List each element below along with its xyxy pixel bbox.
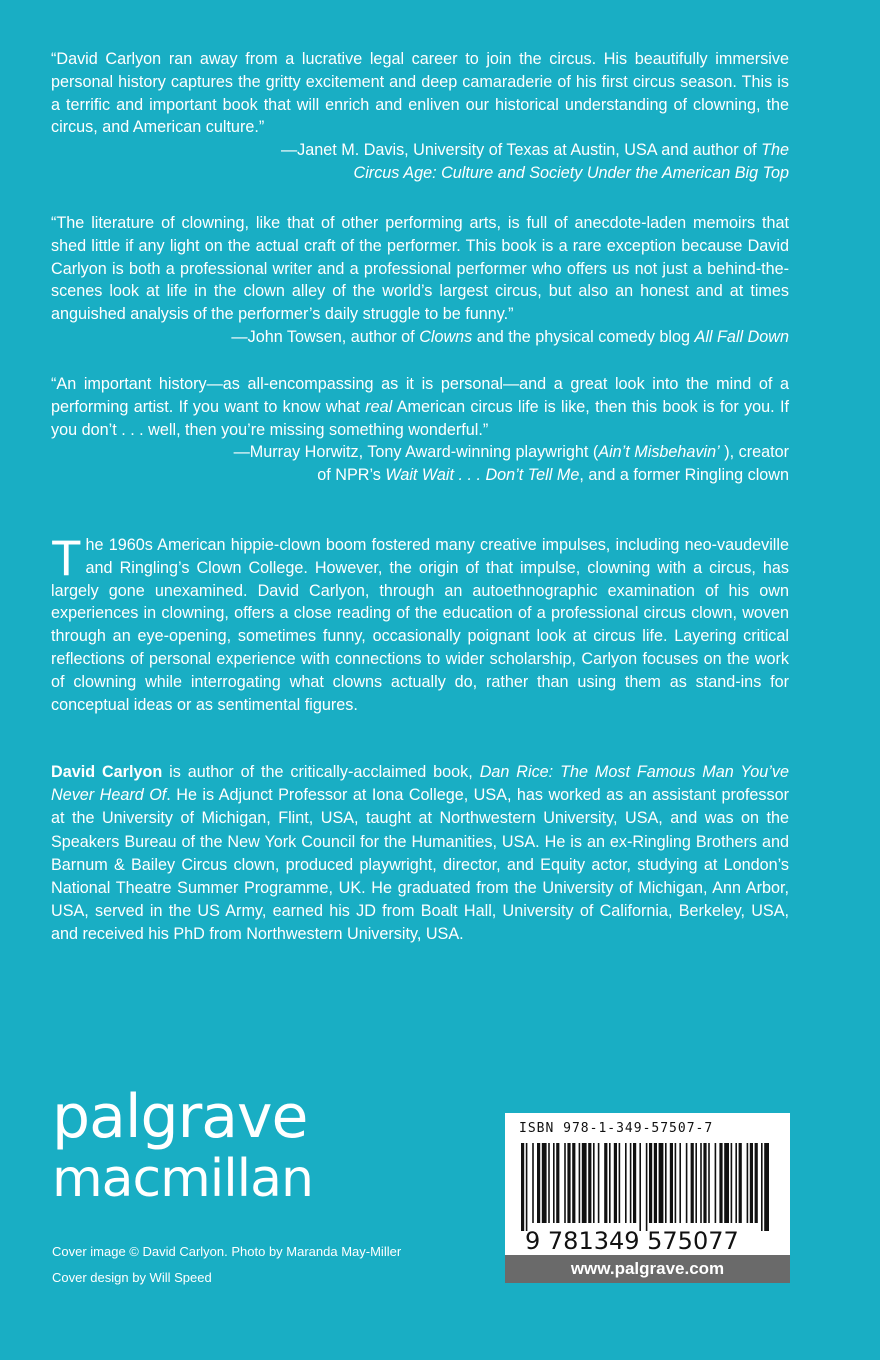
book-description — [51, 530, 789, 716]
barcode-bar — [747, 1143, 749, 1223]
barcode-bar — [761, 1143, 763, 1231]
barcode-bar — [556, 1143, 559, 1223]
barcode-bar — [532, 1143, 534, 1223]
cover-design-credit: Cover design by Will Speed — [52, 1270, 212, 1285]
blog-title: All Fall Down — [694, 327, 789, 346]
author-bio — [51, 761, 789, 947]
barcode-bar — [715, 1143, 717, 1223]
quote-attribution — [51, 441, 789, 487]
attribution-text: —Murray Horwitz, Tony Award-winning playwright ( — [233, 443, 599, 462]
barcode-bar — [750, 1143, 753, 1223]
description-text: he 1960s American hippie-clown boom fostered many creative impulses, including neo-vaudeville and Ringling’s Clown College. However, the origin of that impulse, clowning with a circus, has largely gone unexamined. David Carlyon, through an autoethnographic examination of his own experiences in clowning, offers a close reading of the education of a professional circus clown, woven through an eye-opening, sometimes funny, occasionally poignant look at circus life. Layering critical reflections of personal experience with connections to wider scholarship, Carlyon focuses on the work of clowning while interrogating what clowns actually do, rather than using them as stand-ins for conceptual ideas or as sentimental figures. — [51, 536, 789, 714]
barcode-bar — [659, 1143, 664, 1223]
barcode-bar — [604, 1143, 607, 1223]
review-quote-2 — [51, 212, 789, 349]
isbn-label: ISBN 978-1-349-57507-7 — [519, 1121, 714, 1136]
publisher-url: www.palgrave.com — [505, 1255, 790, 1283]
book-title: Clowns — [419, 327, 473, 346]
barcode-bar — [675, 1143, 677, 1223]
barcode-bar — [521, 1143, 524, 1231]
attribution-text: and the physical comedy blog — [472, 327, 695, 346]
barcode-bar — [526, 1143, 528, 1231]
barcode-panel — [505, 1113, 790, 1283]
barcode-bar — [625, 1143, 627, 1223]
barcode-bar — [579, 1143, 581, 1223]
quote-text-part: American circus life is like, then this book is for you. If you don’t . . . well, then you’re missing something wonderful.” — [51, 397, 789, 439]
barcode-bar — [646, 1143, 648, 1231]
review-quote-1 — [51, 48, 789, 185]
quote-text: “David Carlyon ran away from a lucrative legal career to join the circus. His beautifully immersive personal history captures the gritty excitement and deep camaraderie of his first circus season. This is a terrific and important book that will enrich and enliven our historical understanding of clowning, the circus, and American culture.” — [51, 50, 789, 137]
barcode-bar — [755, 1143, 758, 1223]
quote-text — [51, 373, 789, 441]
barcode-bar — [686, 1143, 688, 1223]
book-title: The — [761, 141, 789, 160]
publisher-logo — [52, 1082, 313, 1209]
book-title: Circus Age: Culture and Society Under the American Big Top — [353, 163, 789, 182]
attribution-text: ), creator — [719, 443, 789, 462]
quote-attribution — [51, 139, 789, 185]
barcode-bar — [670, 1143, 673, 1223]
barcode-bar — [649, 1143, 652, 1223]
drop-cap: T — [51, 530, 82, 586]
barcode-bar — [630, 1143, 632, 1223]
cover-image-credit: Cover image © David Carlyon. Photo by Maranda May-Miller — [52, 1244, 402, 1259]
author-name: David Carlyon — [51, 763, 163, 781]
barcode-bar — [567, 1143, 570, 1223]
barcode-bar — [700, 1143, 702, 1223]
bio-text: is author of the critically-acclaimed book, — [162, 763, 480, 781]
barcode-bar — [572, 1143, 575, 1223]
barcode-bar — [665, 1143, 667, 1223]
barcode-bar — [588, 1143, 591, 1223]
barcode-bar — [564, 1143, 566, 1223]
barcode-bar — [719, 1143, 722, 1223]
attribution-text: of NPR’s — [317, 466, 386, 485]
show-title: Ain’t Misbehavin’ — [598, 443, 720, 462]
attribution-text: , and a former Ringling clown — [579, 466, 789, 485]
show-title: Wait Wait . . . Don’t Tell Me — [385, 466, 580, 485]
barcode-bar — [537, 1143, 540, 1223]
barcode-bar — [708, 1143, 710, 1223]
barcode-bar — [764, 1143, 769, 1231]
logo-line-2: macmillan — [52, 1149, 313, 1209]
review-quote-3 — [51, 373, 789, 487]
barcode-bar — [654, 1143, 657, 1223]
barcode-bar — [639, 1143, 641, 1231]
quote-text-part: “An important history—as all-encompassing as it is personal—and a great look into the mind of a performing artist. If you want to know what — [51, 375, 789, 416]
quote-text: “The literature of clowning, like that of other performing arts, is full of anecdote-laden memoirs that shed little if any light on the actual craft of the performer. This book is a rare exception because David Carlyon is both a professional writer and a professional performer who offers us not just a behind-the-scenes look at life in the clown alley of the world’s largest circus, but also an honest and at times anguished analysis of the performer’s daily struggle to be funny.” — [51, 214, 789, 324]
barcode-bar — [582, 1143, 587, 1223]
barcode-bar — [739, 1143, 742, 1223]
logo-line-1: palgrave — [52, 1082, 308, 1152]
barcode-bar — [619, 1143, 621, 1223]
barcode-bar — [695, 1143, 697, 1223]
barcode-bar — [542, 1143, 547, 1223]
barcode-bar — [548, 1143, 550, 1223]
barcode-bar — [633, 1143, 636, 1223]
barcode-bar — [609, 1143, 611, 1223]
bio-text: . He is Adjunct Professor at Iona College, USA, has worked as an assistant professor at the University of Michigan, Flint, USA, taught at Northwestern University, USA, and was on the Speakers Bureau of the New York Council for the Humanities, USA. He is an ex-Ringling Brothers and Barnum & Bailey Circus clown, produced playwright, director, and Equity actor, studying at London’s National Theatre Summer Programme, UK. He graduated from the University of Michigan, Ann Arbor, USA, served in the US Army, earned his JD from Boalt Hall, University of California, Berkeley, USA, and received his PhD from Northwestern University, USA. — [51, 786, 789, 944]
barcode-bar — [735, 1143, 737, 1223]
barcode-bar — [691, 1143, 694, 1223]
barcode-bar — [553, 1143, 555, 1223]
barcode-bar — [731, 1143, 733, 1223]
attribution-text: —John Towsen, author of — [231, 327, 420, 346]
attribution-text: —Janet M. Davis, University of Texas at Austin, USA and author of — [280, 141, 762, 160]
barcode-bar — [679, 1143, 681, 1223]
quote-emphasis: real — [365, 397, 393, 416]
barcode-bar — [614, 1143, 617, 1223]
barcode-bar — [703, 1143, 706, 1223]
barcode-bar — [598, 1143, 600, 1223]
isbn-digits: 9 781349 575077 — [525, 1227, 739, 1255]
book-title: Dan Rice: The Most Famous Man You’ve Never Heard Of — [51, 763, 789, 805]
barcode-icon — [517, 1143, 777, 1233]
barcode-bar — [724, 1143, 729, 1223]
barcode-bar — [593, 1143, 595, 1223]
quote-attribution — [51, 326, 789, 349]
